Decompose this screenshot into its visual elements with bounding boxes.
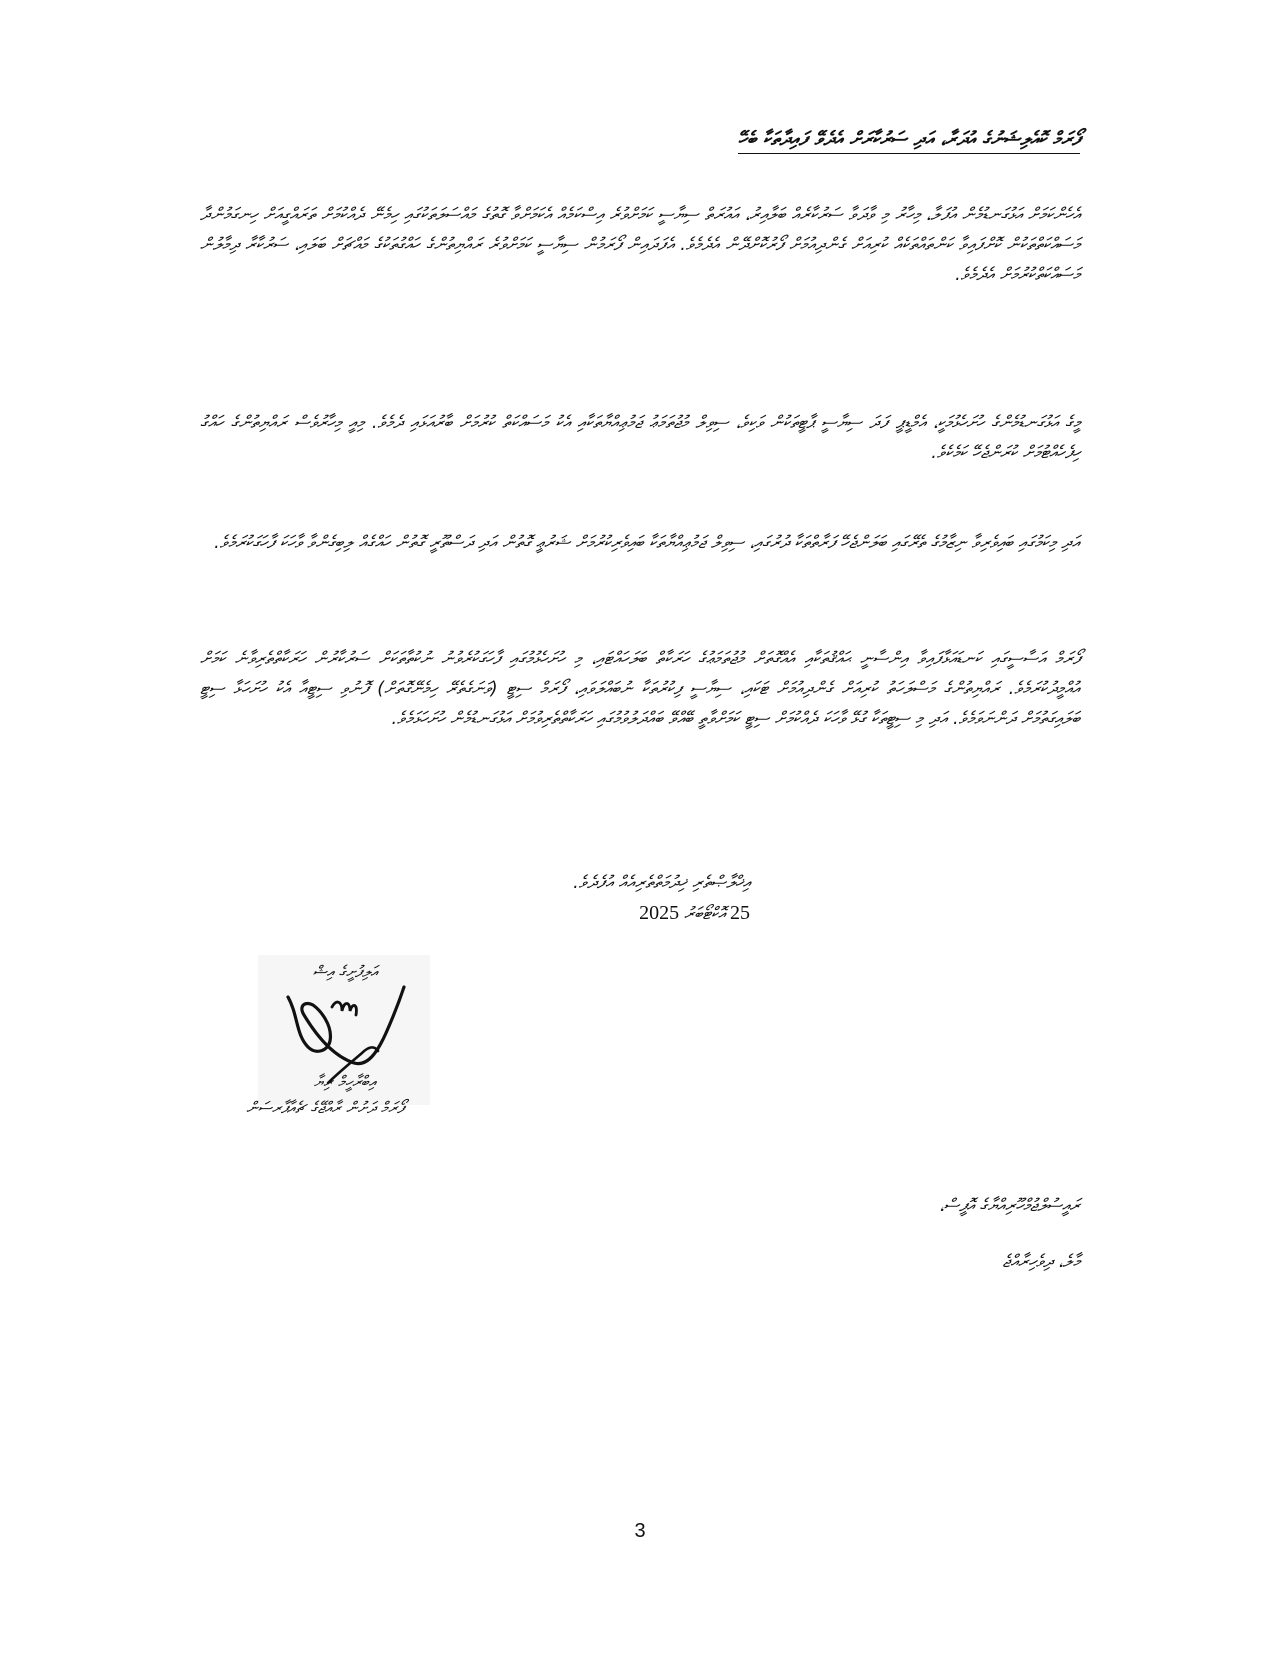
- paragraph-4: ފޯރަމް އަސާސީގައި ކަނޑައަޅާފައިވާ އިންސާނީ ޙައްޤުތަކާއި އެއްގޮތަށް މުޖުތަމަޢުގެ ހަރަކާތް ބަލަހައްޓައި، މި ހުށަހެޅުމުގައި ފާހަގަކުރެވުނު ނުކުތާތަކަށް ސަރުކާރުން ހަރަކާތްތެރިވާނެ ކަމަށް އުއްމީދުކުރަމެވެ. ރައްޔިތުންގެ މަސްލަހަތު ކުރިއަށް ގެންދިއުމަށް ޓަކައި، ސިޔާސީ ފިކުރުތަކާ ނުބައްލަވައި، ފޯރަމް ސިޓީ (ވަނަގެތެރޭ ހިމެނޭގޮތަށް) ފޮނުވި ސިޓީއާ އެކު ހުށަހަޅާ ސިޓީ ބަލައިގަތުމަށް ދަންނަވަމެވެ. އަދި މި ސިޓީތަކާ ގުޅޭ ވާހަކަ ދެއްކުމަށް ސިޓީ ކަމަށްވާތީ ބޭއްވޭ ބައްދަލުވުމުގައި ހަރަކާތްތެރިވުމަށް އަޅުގަނޑުމެން ހުށަހަޅަމެވެ.: [200, 649, 1080, 729]
- signatory-title: ފޯރަމް ދަށުން ރާއްޖޭގެ ޗެއާޕާރސަން: [246, 1098, 404, 1117]
- closing-block: [573, 868, 750, 929]
- signatory-name: އިބްރާހީމް ރިޔާ: [313, 1072, 377, 1091]
- closing-line: އިޚްލާޞްތެރި ޚިދުމަތްތެރިއެއް އުފެދެވެ.: [573, 873, 750, 893]
- letter-heading: ފޯރަމް ކޮއެލިޝަނުގެ އުދަރާ، އަދި ސަރުކާރަށް އެދެވޭ ފައިދާތަކާ ބެހޭ: [738, 128, 1080, 154]
- paragraph-2: މީގެ އަޅުގަނޑުމެންގެ ހުށަހެޅުމަކީ، އެމްޑީޕީ ފަދަ ސިޔާސީ ޕާޓީތަކުން ވަކިވެ، ސިވިލް މުޖުތަމަޢު ޖަމުޢިއްޔާތަކާއި އެކު މަސައްކަތް ކުރުމަށް ބާރުއަޅައި ދެމެވެ. މިއީ މިހާރުވެސް ރައްޔިތުންގެ ހައްގު ހިފެހެއްޓުމަށް ކުރަންޖެހޭ ކަމެކެވެ.: [200, 413, 1080, 463]
- date-year: 2025: [639, 902, 680, 924]
- date-day: 25: [730, 902, 750, 924]
- recipient-line-2: މާލެ، ދިވެހިރާއްޖެ: [1002, 1252, 1080, 1272]
- date-month: އޮކްޓޯބަރު: [684, 904, 725, 924]
- paragraph-1: އެހެންކަމަށް އަޅުގަނޑުމެން އުފަލާ، މިހާރު މި ވާދަވާ ސަރުކާރެއް ބަލާއިރު، އައުރަތް ސިޔާސީ ކަމަށްވުރެ އިސްކަމެއް އެކަމަށްވާ ގޮތުގެ މައްސަލަތަކުގައި ހިމެނޭ ދެއްކުމަށް ތަރައްގީއަށް ހިނގަމުންދާ މަސައްކަތްތަކުން ކޮށްފައިވާ ކަންތައްތަކެއް ކުރިއަށް ގެންދިއުމަށް ފޯރުކޮށްދޭން އެދެމެވެ. އެފަދައިން ފޯރަމުން ސިޔާސީ ކަމަށްވުރެ ރައްޔިތުންގެ ހައްގުތަކުގެ މައްޗަށް ބަލައި، ސަރުކާރާ ދިމާލުން މަސައްކަތްކުރުމަށް އެދެމެވެ.: [200, 205, 1080, 285]
- letter-date: [573, 898, 750, 929]
- recipient-line-1: ރައީސުލްޖުމްހޫރިއްޔާގެ އޮފީސް،: [939, 1196, 1080, 1216]
- signature-top-label: އަލިފުށީގެ އިޝް: [312, 962, 378, 981]
- page-number: 3: [634, 1520, 646, 1542]
- paragraph-3: އަދި މިކަމުގައި ބައިވެރިވާ ނިޒާމުގެ ތެރޭގައި ބަލަންޖެހޭ ފަރާތްތަކާ ދުރުގައި، ސިވިލް ޖަމުޢިއްޔާތަކާ ބައިވެރިކުރުމަށް ޝަރުޢީ ގޮތުން އަދި ދަސްތޫރީ ގޮތުން ހައްގެއް ލިބިގެންވާ ވާހަކަ ފާހަގަކުރަމެވެ.: [214, 533, 1080, 553]
